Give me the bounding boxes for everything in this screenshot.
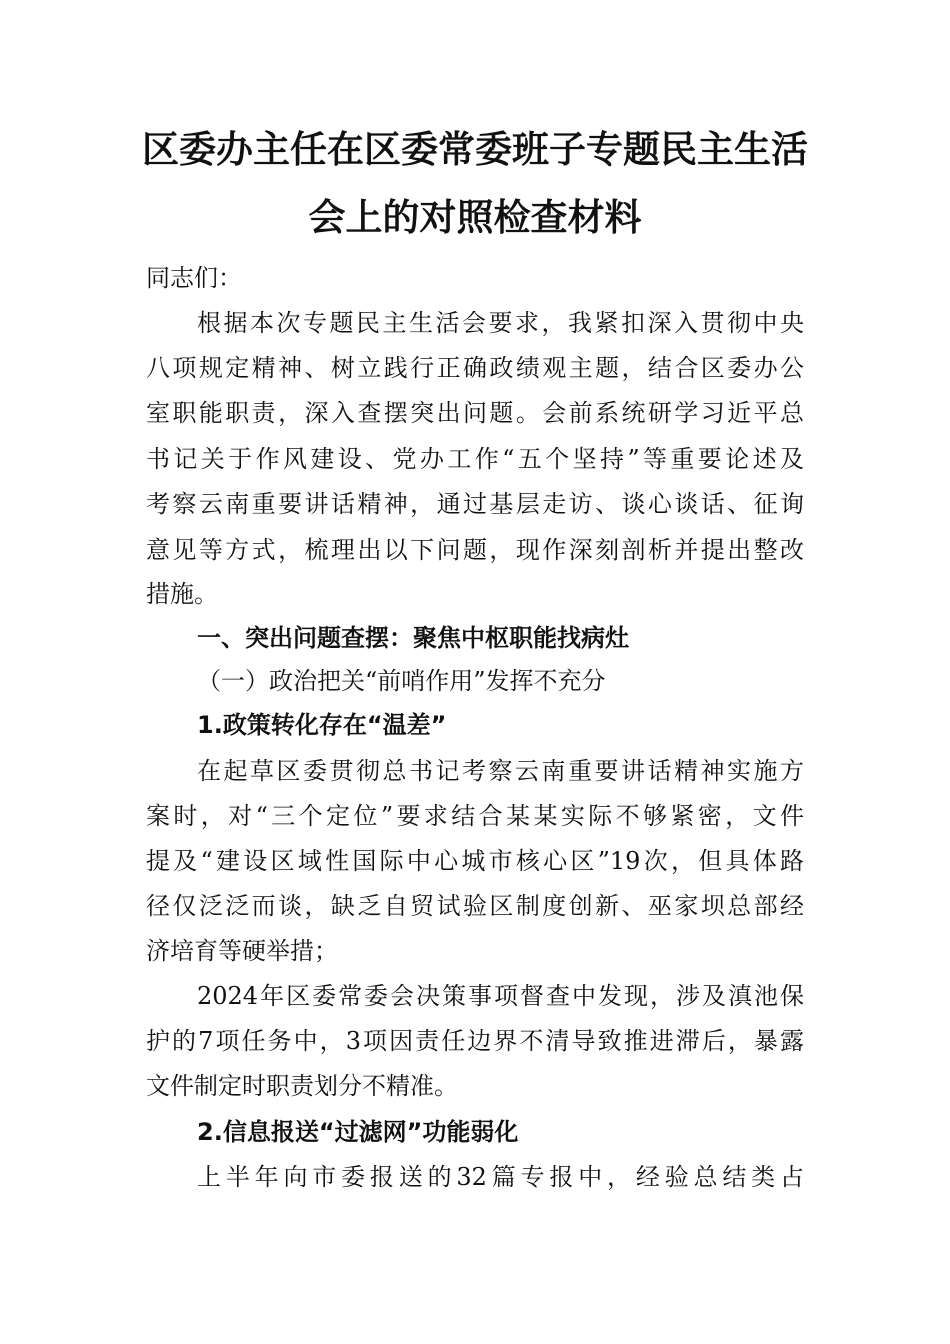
paragraph-line: 案时，对“三个定位”要求结合某某实际不够紧密，文件 [146, 802, 804, 830]
item-heading: 1.政策转化存在“温差” [197, 711, 447, 739]
paragraph-line: 提及“建设区域性国际中心城市核心区”19次，但具体路 [146, 847, 804, 875]
document-title-line-2: 会上的对照检查材料 [308, 196, 642, 239]
item-heading: 2.信息报送“过滤网”功能弱化 [197, 1118, 519, 1146]
paragraph-line: 上半年向市委报送的32篇专报中，经验总结类占 [197, 1163, 804, 1191]
paragraph-line: 济培育等硬举措； [146, 937, 338, 965]
intro-line: 室职能职责，深入查摆突出问题。会前系统研学习近平总 [146, 399, 804, 427]
document-title-line-1: 区委办主任在区委常委班子专题民主生活 [142, 128, 808, 171]
intro-line: 八项规定精神、树立践行正确政绩观主题，结合区委办公 [146, 354, 804, 382]
paragraph-line: 文件制定时职责划分不精准。 [146, 1072, 458, 1100]
intro-line: 根据本次专题民主生活会要求，我紧扣深入贯彻中央 [197, 309, 804, 337]
intro-line: 书记关于作风建设、党办工作“五个坚持”等重要论述及 [146, 445, 804, 473]
paragraph-line: 径仅泛泛而谈，缺乏自贸试验区制度创新、巫家坝总部经 [146, 892, 804, 920]
paragraph-line: 2024年区委常委会决策事项督查中发现，涉及滇池保 [197, 982, 804, 1010]
intro-line: 意见等方式，梳理出以下问题，现作深刻剖析并提出整改 [146, 536, 804, 564]
salutation: 同志们： [146, 264, 242, 292]
intro-line: 考察云南重要讲话精神，通过基层走访、谈心谈话、征询 [146, 490, 804, 518]
intro-line: 措施。 [146, 580, 218, 608]
subsection-heading: （一）政治把关“前哨作用”发挥不充分 [197, 667, 606, 695]
section-heading: 一、突出问题查摆：聚焦中枢职能找病灶 [197, 624, 629, 652]
paragraph-line: 护的7项任务中，3项因责任边界不清导致推进滞后，暴露 [146, 1027, 804, 1055]
paragraph-line: 在起草区委贯彻总书记考察云南重要讲话精神实施方 [197, 757, 804, 785]
